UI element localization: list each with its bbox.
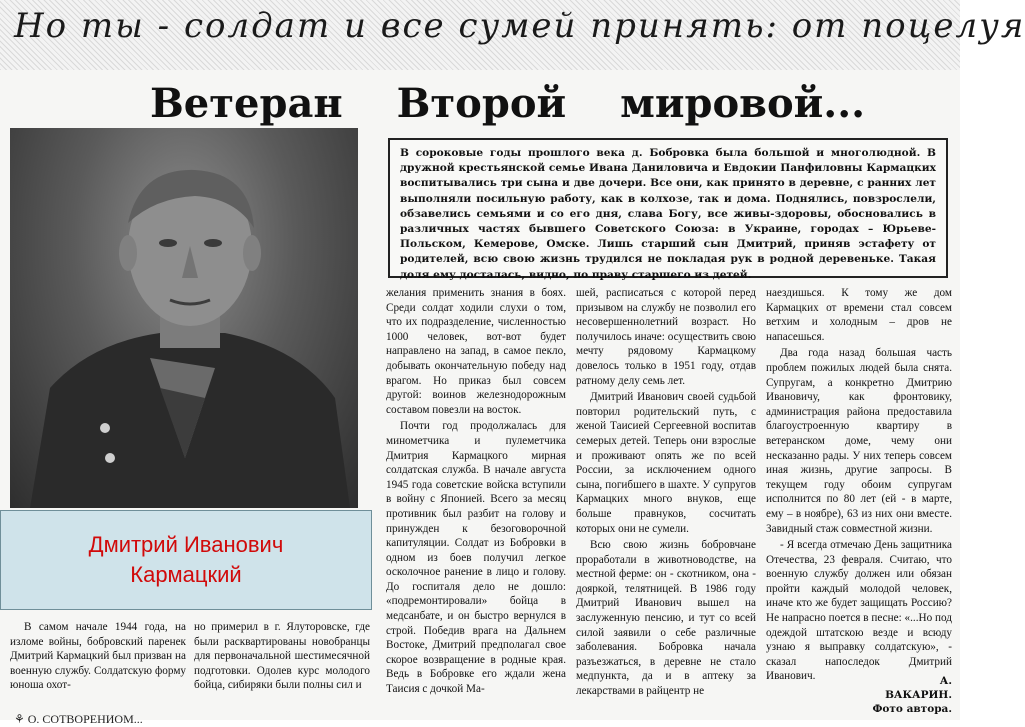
- article-headline: Ветеран Второй мировой...: [150, 80, 866, 127]
- paragraph: Всю свою жизнь бобровчане проработали в животноводстве, на местной ферме: он - скотником, она - дояркой, телятницей. В 1986 году Дмитрий Иванович вышел на заслуженную пенсию, и тут со всей силой заявили о себе различные заболевания. Бобровка начала разъезжаться, в деревне не стало медпункта, да и в аптеку за лекарствами в райцентр не: [576, 539, 756, 698]
- author-name: А. ВАКАРИН.: [885, 675, 952, 701]
- article-column-3: [386, 286, 566, 714]
- caption-second-line: Кармацкий: [130, 562, 242, 587]
- article-column-1: [10, 620, 186, 716]
- paragraph: Два года назад большая часть проблем пожилых людей была снята. Супругам, а конкретно Дмитрию Ивановичу, как фронтовику, администрация района предоставила благоустроенную квартиру в ветеранском доме, чему они несказанно рады. У них теперь совсем иная жизнь, другие запросы. В текущем году обоим супругам исполнится по 80 лет (ей - в марте, ему – в ноябре), 63 из них они вместе. Завидный стаж совместной жизни.: [766, 347, 952, 535]
- article-column-2: [194, 620, 370, 716]
- paragraph: Почти год продолжалась для минометчика и пулеметчика Дмитрия Кармацкого мирная солдатская служба. В начале августа 1945 года советские войска вступили в войну с Японией. Всего за месяц противник был разбит на голову и принужден к безоговорочной капитуляции. Солдат из Бобровки в одном из боев получил легкое осколочное ранение в лицо и голову. До госпиталя дело не дошло: «подремонтировали» бойца в медсанбате, и он быстро вернулся в строй. Победив врага на Дальнем Востоке, Дмитрий предполагал свое скорое возвращение в родные края. Ведь в Бобровке его ждали жена Таисия с дочкой Ма-: [386, 420, 566, 696]
- name-caption: [0, 510, 372, 610]
- article-column-5: [766, 286, 952, 683]
- paragraph: - Я всегда отмечаю День защитника Отечества, 23 февраля. Считаю, что военную службу должен или обязан пройти каждый молодой человек, иначе кто же будет защищать Россию? Не напрасно поется в песне: «...Но под одеждой штатскою везде и всюду узнаю я выправку солдатскую», - сказал напоследок Дмитрий Иванович.: [766, 539, 952, 683]
- article-column-4: [576, 286, 756, 714]
- paragraph: Дмитрий Иванович своей судьбой повторил родительский путь, с женой Таисией Сергеевной воспитав семерых детей. Теперь они взрослые и проживают опять же по всей России, за исключением одного сына, погибшего в шахте. У супругов Кармацких много внуков, еще больше правнуков, сосчитать которых они не сумели.: [576, 391, 756, 535]
- portrait-illustration: [10, 128, 358, 508]
- paragraph: но примерил в г. Ялуторовске, где были расквартированы новобранцы для первоначальной шестимесячной подготовки. Одолев курс молодого бойца, сибиряки были полны сил и: [194, 621, 370, 692]
- paragraph: наездишься. К тому же дом Кармацких от времени стал совсем ветхим и холодным – дров не напасешься.: [766, 287, 952, 343]
- paragraph: шей, расписаться с которой перед призывом на службу не позволил его несовершеннолетний возраст. Но получилось иначе: осуществить свою мечту рядовому Кармацкому довелось только в 1951 году, отдав ратному делу семь лет.: [576, 287, 756, 387]
- paragraph: В самом начале 1944 года, на изломе войны, бобровский паренек Дмитрий Кармацкий был призван на военную службу. Солдатскую форму юноша охот-: [10, 621, 186, 692]
- photo-credit: Фото автора.: [872, 703, 952, 715]
- paragraph: желания применить знания в боях. Среди солдат ходили слухи о том, что их подразделение, численностью 1000 человек, вот-вот будет направлено на запад, в самое пекло, добывать окончательную победу над врагом. Но приказ был совсем другой: воинов железнодорожным составом повезли на восток.: [386, 287, 566, 416]
- veteran-photo: [10, 128, 358, 508]
- lead-paragraph: В сороковые годы прошлого века д. Бобровка была большой и многолюдной. В дружной крестьянской семье Ивана Даниловича и Евдокии Панфиловны Кармацких воспитывались три сына и две дочери. Все они, как принято в деревне, с ранних лет выполняли посильную работу, как в колхозе, так и дома. Поднялись, повзрослели, обзавелись семьями и со его дня, слава Богу, все живы-здоровы, обосновались в различных частях бывшего Советского Союза: в Украине, городах – Юрьеве-Польском, Кемерове, Омске. Лишь старший сын Дмитрий, приняв эстафету от родителей, всю свою жизнь трудился не покладая рук в родной деревеньке. Такая доля ему досталась, видно, по праву старшего из детей.: [388, 138, 948, 278]
- caption-first-line: Дмитрий Иванович: [88, 532, 284, 557]
- cut-off-footer-text: ⚘ О. СОТВОРЕНИОМ...: [14, 712, 143, 726]
- author-signature: [870, 674, 952, 716]
- header-quote: Но ты - солдат и все сумей принять: от поцелуя: [14, 6, 1025, 46]
